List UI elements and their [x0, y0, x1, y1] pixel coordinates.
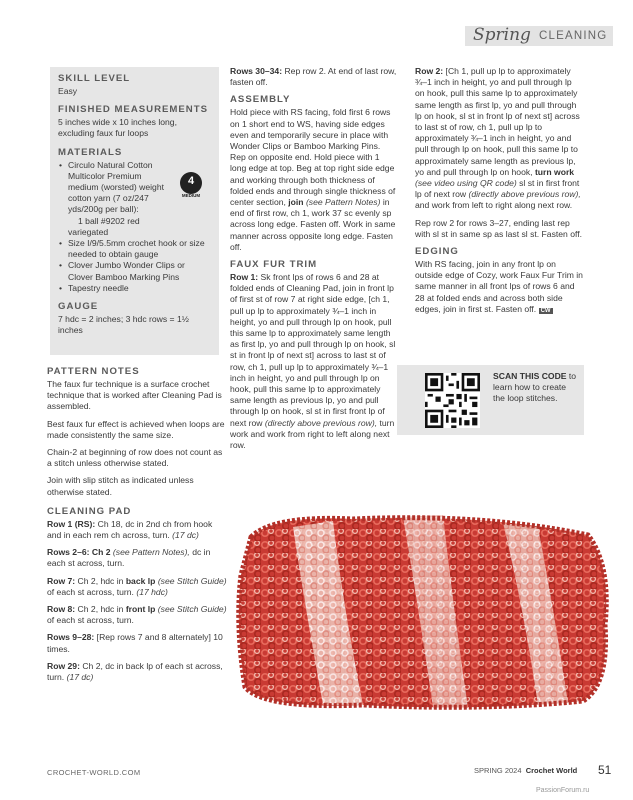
- material-item: • Tapestry needle: [68, 283, 211, 294]
- material-item: • Size I/9/5.5mm crochet hook or size needed to obtain gauge: [68, 238, 211, 260]
- section-tag-script: Spring: [473, 25, 531, 45]
- footer-issue: SPRING 2024 Crochet World: [474, 766, 578, 775]
- edging-text: With RS facing, join in any front lp on outside edge of Cozy, work Faux Fur Trim in same manner in all front lps of rows 6 and 28 at folded ends and across both side edges, join in first st. Fasten off. CW: [415, 259, 583, 314]
- edging-heading: EDGING: [415, 246, 459, 258]
- faux-fur-heading: FAUX FUR TRIM: [230, 259, 318, 271]
- cleaning-pad-photo: [233, 505, 613, 720]
- column-right: [415, 66, 583, 323]
- materials-heading: MATERIALS: [58, 146, 123, 158]
- skill-level: Easy: [58, 86, 78, 96]
- gauge: 7 hdc = 2 inches; 3 hdc rows = 1½ inches: [58, 314, 189, 336]
- footer-website: CROCHET-WORLD.COM: [47, 768, 141, 777]
- pattern-row: Rows 2–6: Ch 2 (see Pattern Notes), dc in each st across, turn.: [47, 547, 211, 569]
- yarn-weight-icon: 4: [180, 172, 202, 194]
- gauge-heading: GAUGE: [58, 301, 99, 313]
- materials-box: [50, 67, 219, 355]
- section-tag-word: CLEANING: [539, 30, 608, 42]
- material-item: • Clover Jumbo Wonder Clips or Clover Bamboo Marking Pins: [68, 260, 211, 282]
- pattern-row: Row 8: Ch 2, hdc in front lp (see Stitch Guide) of each st across, turn.: [47, 604, 227, 626]
- pattern-row: Rows 30–34: Rep row 2. At end of last row, fasten off.: [230, 66, 397, 88]
- pattern-row: Rep row 2 for rows 3–27, ending last rep with sl st in same sp as last sl st. Fasten off.: [415, 217, 583, 239]
- pattern-row: Row 29: Ch 2, dc in back lp of each st across, turn. (17 dc): [47, 660, 223, 683]
- assembly-text: Hold piece with RS facing, fold first 6 rows on 1 short end to WS, having side edges even and temporarily secure in place with Wonder Clips or Bamboo Marking Pins. Rep on opposite end. Hold piece with 1 long edge at top. Beg at top right side edge and working through both thickness of folded ends and through single thickness of center section, join (see Pattern Notes) in end of first row, ch 1, work 37 sc evenly sp across long edge. Fasten off. Work in same manner across opposite long edge. Fasten off.: [230, 107, 396, 252]
- section-tag: [465, 26, 613, 46]
- end-mark-icon: CW: [540, 307, 551, 314]
- assembly-heading: ASSEMBLY: [230, 94, 291, 106]
- column-left: [47, 366, 227, 689]
- note: The faux fur technique is a surface crochet technique that is worked after Cleaning Pad is assembled.: [47, 379, 222, 412]
- pattern-row: Row 1 (RS): Ch 18, dc in 2nd ch from hook and in each rem ch across, turn. (17 dc): [47, 518, 213, 541]
- measurements: 5 inches wide x 10 inches long, excluding faux fur loops: [58, 117, 177, 139]
- column-middle: [230, 66, 398, 457]
- qr-caption: SCAN THIS CODE to learn how to create the loop stitches.: [493, 371, 577, 404]
- measurements-heading: FINISHED MEASUREMENTS: [58, 104, 208, 116]
- pad-heading: CLEANING PAD: [47, 505, 132, 517]
- watermark: PassionForum.ru: [536, 787, 590, 794]
- note: Join with slip stitch as indicated unless otherwise stated.: [47, 475, 194, 497]
- pattern-row: Row 2: [Ch 1, pull up lp to approximately ¾–1 inch in height, yo and pull through lp on hook, pull this same lp to approximately same length as first lp, yo and pull through lp on hook, sl st in front lp of next st] across to last st of row, ch 1, pull up lp to approximately ¾–1 inch in height, yo and pull through lp on hook, pull this same lp to approximately same length as previous lp, yo and pull through lp on hook, turn work (see video using QR code) sl st in first front lp of next row (directly above previous row), and work from left to right along next row.: [415, 66, 581, 211]
- pattern-row: Rows 9–28: [Rep rows 7 and 8 alternately] 10 times.: [47, 632, 223, 654]
- note: Best faux fur effect is achieved when loops are made consistently the same size.: [47, 418, 225, 440]
- note: Chain-2 at beginning of row does not count as a stitch unless otherwise stated.: [47, 447, 223, 469]
- qr-box: [397, 365, 584, 435]
- material-item: • Circulo Natural Cotton Multicolor Premium medium (worsted) weight cotton yarn (7 oz/247 yds/200g per ball): 1 ball #9202 red variegated: [68, 160, 211, 238]
- pattern-row: Row 7: Ch 2, hdc in back lp (see Stitch Guide) of each st across, turn. (17 hdc): [47, 575, 227, 597]
- qr-code-icon[interactable]: [425, 373, 480, 428]
- page-number: 51: [598, 763, 612, 777]
- notes-heading: PATTERN NOTES: [47, 366, 140, 377]
- skill-heading: SKILL LEVEL: [58, 73, 131, 84]
- yarn-weight-label: MEDIUM: [181, 193, 201, 198]
- faux-fur-text: Row 1: Sk front lps of rows 6 and 28 at folded ends of Cleaning Pad, join in front lp of first st of row 7 at right side edge, [ch 1, pull up lp to approximately ¾–1 inch in height, yo and pull through lp on hook, pull this same lp to approximately same length as first lp, yo and pull through lp on hook, sl st in front lp of next st] across to last st of row, ch 1, pull up lp to approximately ¾–1 inch in height, yo and pull through lp on hook, pull this same lp to approximately same length as previous lp, yo and pull through lp on hook, sl st in first front lp of next row (directly above previous row), turn work and work from right to left along next row.: [230, 272, 396, 451]
